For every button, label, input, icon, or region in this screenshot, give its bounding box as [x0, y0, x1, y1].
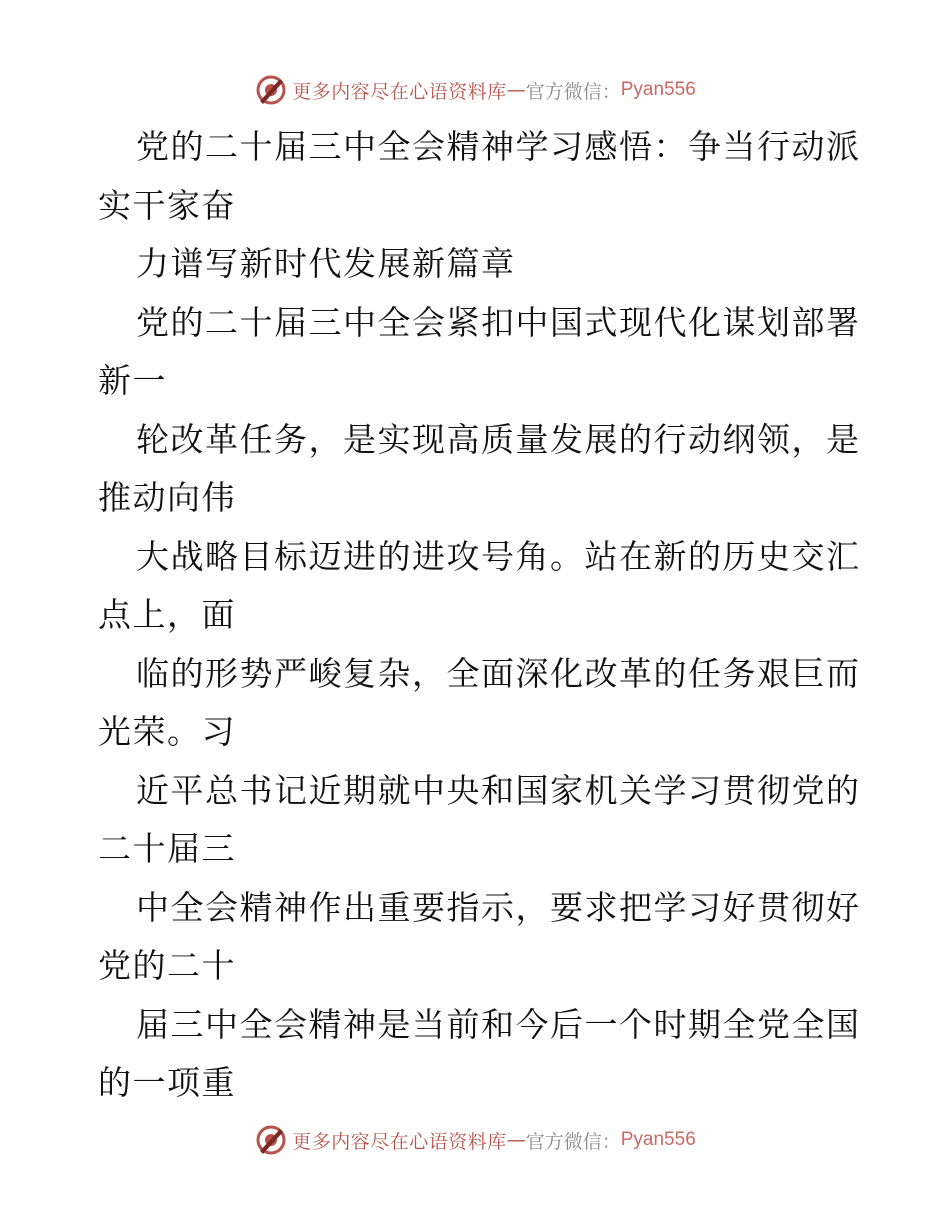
wechat-id: Pyan556: [620, 1129, 696, 1150]
text-line: 中全会精神作出重要指示，要求把学习好贯彻好: [136, 887, 861, 927]
wechat-label: 官方微信：: [525, 80, 621, 103]
promo-text: 更多内容尽在心语资料库: [292, 1130, 507, 1153]
text-line: 点上，面: [98, 595, 236, 634]
text-line: 近平总书记近期就中央和国家机关学习贯彻党的: [136, 770, 861, 810]
text-line: 的一项重: [98, 1063, 236, 1102]
separator: —: [506, 1129, 526, 1151]
document-body: [98, 118, 861, 1113]
wechat-label: 官方微信：: [525, 1130, 621, 1153]
text-line: 党的二十: [98, 946, 236, 985]
text-line: 大战略目标迈进的进攻号角。站在新的历史交汇: [136, 536, 861, 576]
footer-banner: [0, 1122, 950, 1158]
brush-logo-icon: [254, 1123, 288, 1157]
text-line: 轮改革任务，是实现高质量发展的行动纲领，是: [136, 419, 861, 459]
text-line: 党的二十届三中全会紧扣中国式现代化谋划部署: [136, 302, 861, 342]
text-line: 党的二十届三中全会精神学习感悟：争当行动派: [136, 127, 861, 166]
text-line: 力谱写新时代发展新篇章: [136, 244, 516, 283]
text-line: 光荣。习: [98, 712, 236, 751]
text-line: 临的形势严峻复杂，全面深化改革的任务艰巨而: [136, 653, 861, 693]
text-line: 推动向伟: [98, 478, 236, 517]
header-banner: [0, 72, 950, 108]
text-line: 届三中全会精神是当前和今后一个时期全党全国: [136, 1004, 861, 1044]
text-line: 实干家奋: [98, 185, 236, 225]
text-line: 新一: [98, 361, 167, 400]
brush-logo-icon: [254, 73, 288, 107]
separator: —: [506, 79, 526, 101]
wechat-id: Pyan556: [620, 79, 696, 100]
text-line: 二十届三: [98, 829, 236, 868]
promo-text: 更多内容尽在心语资料库: [292, 80, 507, 103]
